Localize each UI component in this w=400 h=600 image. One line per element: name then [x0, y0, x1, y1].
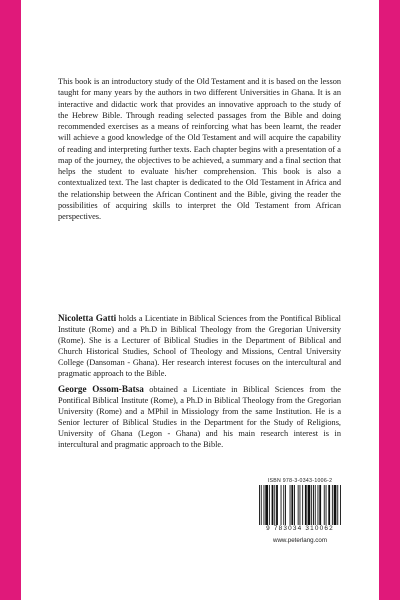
barcode-image [258, 485, 342, 525]
author-bio-text-2: obtained a Licentiate in Biblical Sciences from the Pontifical Biblical Institute (Rome), a Ph.D in Biblical Theology from the Gregorian University (Rome) and a MPhil in Missiology from the same Institution. He is a Senior lecturer of Biblical Studies in the Department for the Study of Religions, University of Ghana (Legon - Ghana) and his main research interest is in intercultural and pragmatic approach to the Bible. [58, 384, 341, 450]
left-color-stripe [0, 0, 21, 600]
isbn-label: ISBN 978-3-0343-1006-2 [267, 478, 333, 484]
author-bios [58, 313, 341, 454]
author-name-1: Nicoletta Gatti [58, 313, 117, 323]
book-blurb: This book is an introductory study of the Old Testament and it is based on the lesson taught for many years by the authors in two different Universities in Ghana. It is an interactive and didactic work that provides an innovative approach to the study of the Hebrew Bible. Through reading selected passages from the Bible and doing recommended exercises as a means of reinforcing what has been learnt, the reader will achieve a good knowledge of the Old Testament and will acquire the capability of reading and interpreting further texts. Each chapter begins with a presentation of a map of the journey, the objectives to be achieved, a summary and a final section that helps the student to evaluate his/her comprehension. This book is also a contextualized text. The last chapter is dedicated to the Old Testament in Africa and the relationship between the African Continent and the Bible, giving the reader the possibilities of acquiring skills to interpret the Old Testament from African perspectives. [58, 77, 341, 221]
author-bio-1 [58, 313, 341, 380]
author-bio-2 [58, 384, 341, 451]
author-bio-text-1: holds a Licentiate in Biblical Sciences from the Pontifical Biblical Institute (Rome) and a Ph.D in Biblical Theology from the Gregorian University (Rome). She is a Lecturer of Biblical Studies in the Department of Biblical and Church Historical Studies, School of Theology and Missions, Central University College (Dansoman - Ghana). Her research interest focuses on the intercultural and pragmatic approach to the Bible. [58, 314, 341, 379]
publisher-website: www.peterlang.com [273, 537, 327, 544]
barcode-digits: 9 783034 310062 [266, 525, 334, 532]
right-color-stripe [379, 0, 400, 600]
barcode-block [258, 478, 342, 544]
author-name-2: George Ossom-Batsa [58, 383, 144, 394]
